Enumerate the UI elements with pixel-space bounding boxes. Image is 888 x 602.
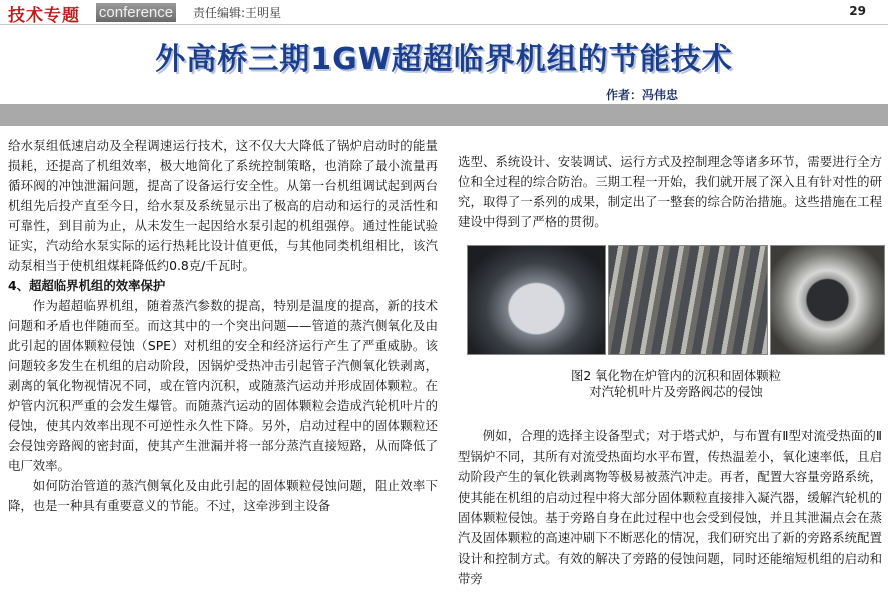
right-column-bottom xyxy=(458,414,882,602)
right-column-top xyxy=(458,140,882,245)
section-heading: 4、超超临界机组的效率保护 xyxy=(8,278,166,293)
caption-line: 图2 氧化物在炉管内的沉积和固体颗粒 xyxy=(570,368,782,383)
caption-line: 对汽轮机叶片及旁路阀芯的侵蚀 xyxy=(589,384,763,399)
section-english-label: conference xyxy=(96,3,176,22)
paragraph: 选型、系统设计、安装调试、运行方式及控制理念等诸多环节，需要进行全方位和全过程的综合防治。三期工程一开始，我们就开展了深入且有针对性的研究，取得了一系列的成果，制定出了一整套的综合防治措施。这些措施在工程建设中得到了严格的贯彻。 xyxy=(458,154,882,230)
tube-deposit-photo xyxy=(467,245,606,355)
title-band xyxy=(0,104,888,126)
article-title: 外高桥三期1GW超超临界机组的节能技术 xyxy=(155,42,733,77)
page-header xyxy=(0,0,888,25)
figure-caption xyxy=(467,368,885,400)
paragraph: 作为超超临界机组，随着蒸汽参数的提高，特别是温度的提高，新的技术问题和矛盾也伴随而至。而这其中的一个突出问题——管道的蒸汽侧氧化及由此引起的固体颗粒侵蚀（SPE）对机组的安全和经济运行产生了严重威胁。该问题较多发生在机组的启动阶段，因锅炉受热冲击引起管子汽侧氧化铁剥离，剥离的氧化物视情况不同，或在管内沉积，或随蒸汽运动并形成固体颗粒。在炉管内沉积严重的会发生爆管。而随蒸汽运动的固体颗粒会造成汽轮机叶片的侵蚀，使其内效率出现不可逆性永久性下降。另外，启动过程中的固体颗粒还会侵蚀旁路阀的密封面，使其产生泄漏并将一部分蒸汽直接短路，从而降低了电厂效率。 xyxy=(8,298,438,473)
turbine-blade-photo xyxy=(608,245,768,355)
left-column xyxy=(8,136,438,516)
bypass-valve-photo xyxy=(770,245,885,355)
figure-photos xyxy=(467,245,884,353)
paragraph: 如何防治管道的蒸汽侧氧化及由此引起的固体颗粒侵蚀问题，阻止效率下降，也是一种具有重要意义的节能。不过，这牵涉到主设备 xyxy=(8,478,438,513)
editor-credit: 责任编辑:王明星 xyxy=(193,6,282,20)
article-author: 作者：冯伟忠 xyxy=(606,88,679,102)
paragraph: 例如，合理的选择主设备型式；对于塔式炉，与布置有Ⅱ型对流受热面的Ⅱ型锅炉不同，其所有对流受热面均水平布置，传热温差小，氧化速率低，且启动阶段产生的氧化铁剥离物等极易被蒸汽冲走。再者，配置大容量旁路系统，使其能在机组的启动过程中将大部分固体颗粒直接排入凝汽器，缓解汽轮机的固体颗粒侵蚀。基于旁路自身在此过程中也会受到侵蚀，并且其泄漏点会在蒸汽及固体颗粒的高速冲刷下不断恶化的情况，我们研究出了新的旁路系统配置设计和控制方式。有效的解决了旁路的侵蚀问题，同时还能缩短机组的启动和带旁 xyxy=(458,428,882,587)
paragraph: 给水泵组低速启动及全程调速运行技术，这不仅大大降低了锅炉启动时的能量损耗，还提高了机组效率，极大地简化了系统控制策略，也消除了最小流量再循环阀的冲蚀泄漏问题，提高了设备运行安全性。从第一台机组调试起到两台机组先后投产直至今日，给水泵及系统显示出了极高的启动和运行的灵活性和可靠性，到目前为止，从未发生一起因给水泵引起的机组强停。通过性能试验证实，汽动给水泵实际的运行热耗比设计值更低，与其他同类机组相比，该汽动泵相当于使机组煤耗降低约0.8克/千瓦时。 xyxy=(8,138,438,273)
page-number: 29 xyxy=(849,4,866,18)
section-tag: 技术专题 xyxy=(8,6,80,26)
